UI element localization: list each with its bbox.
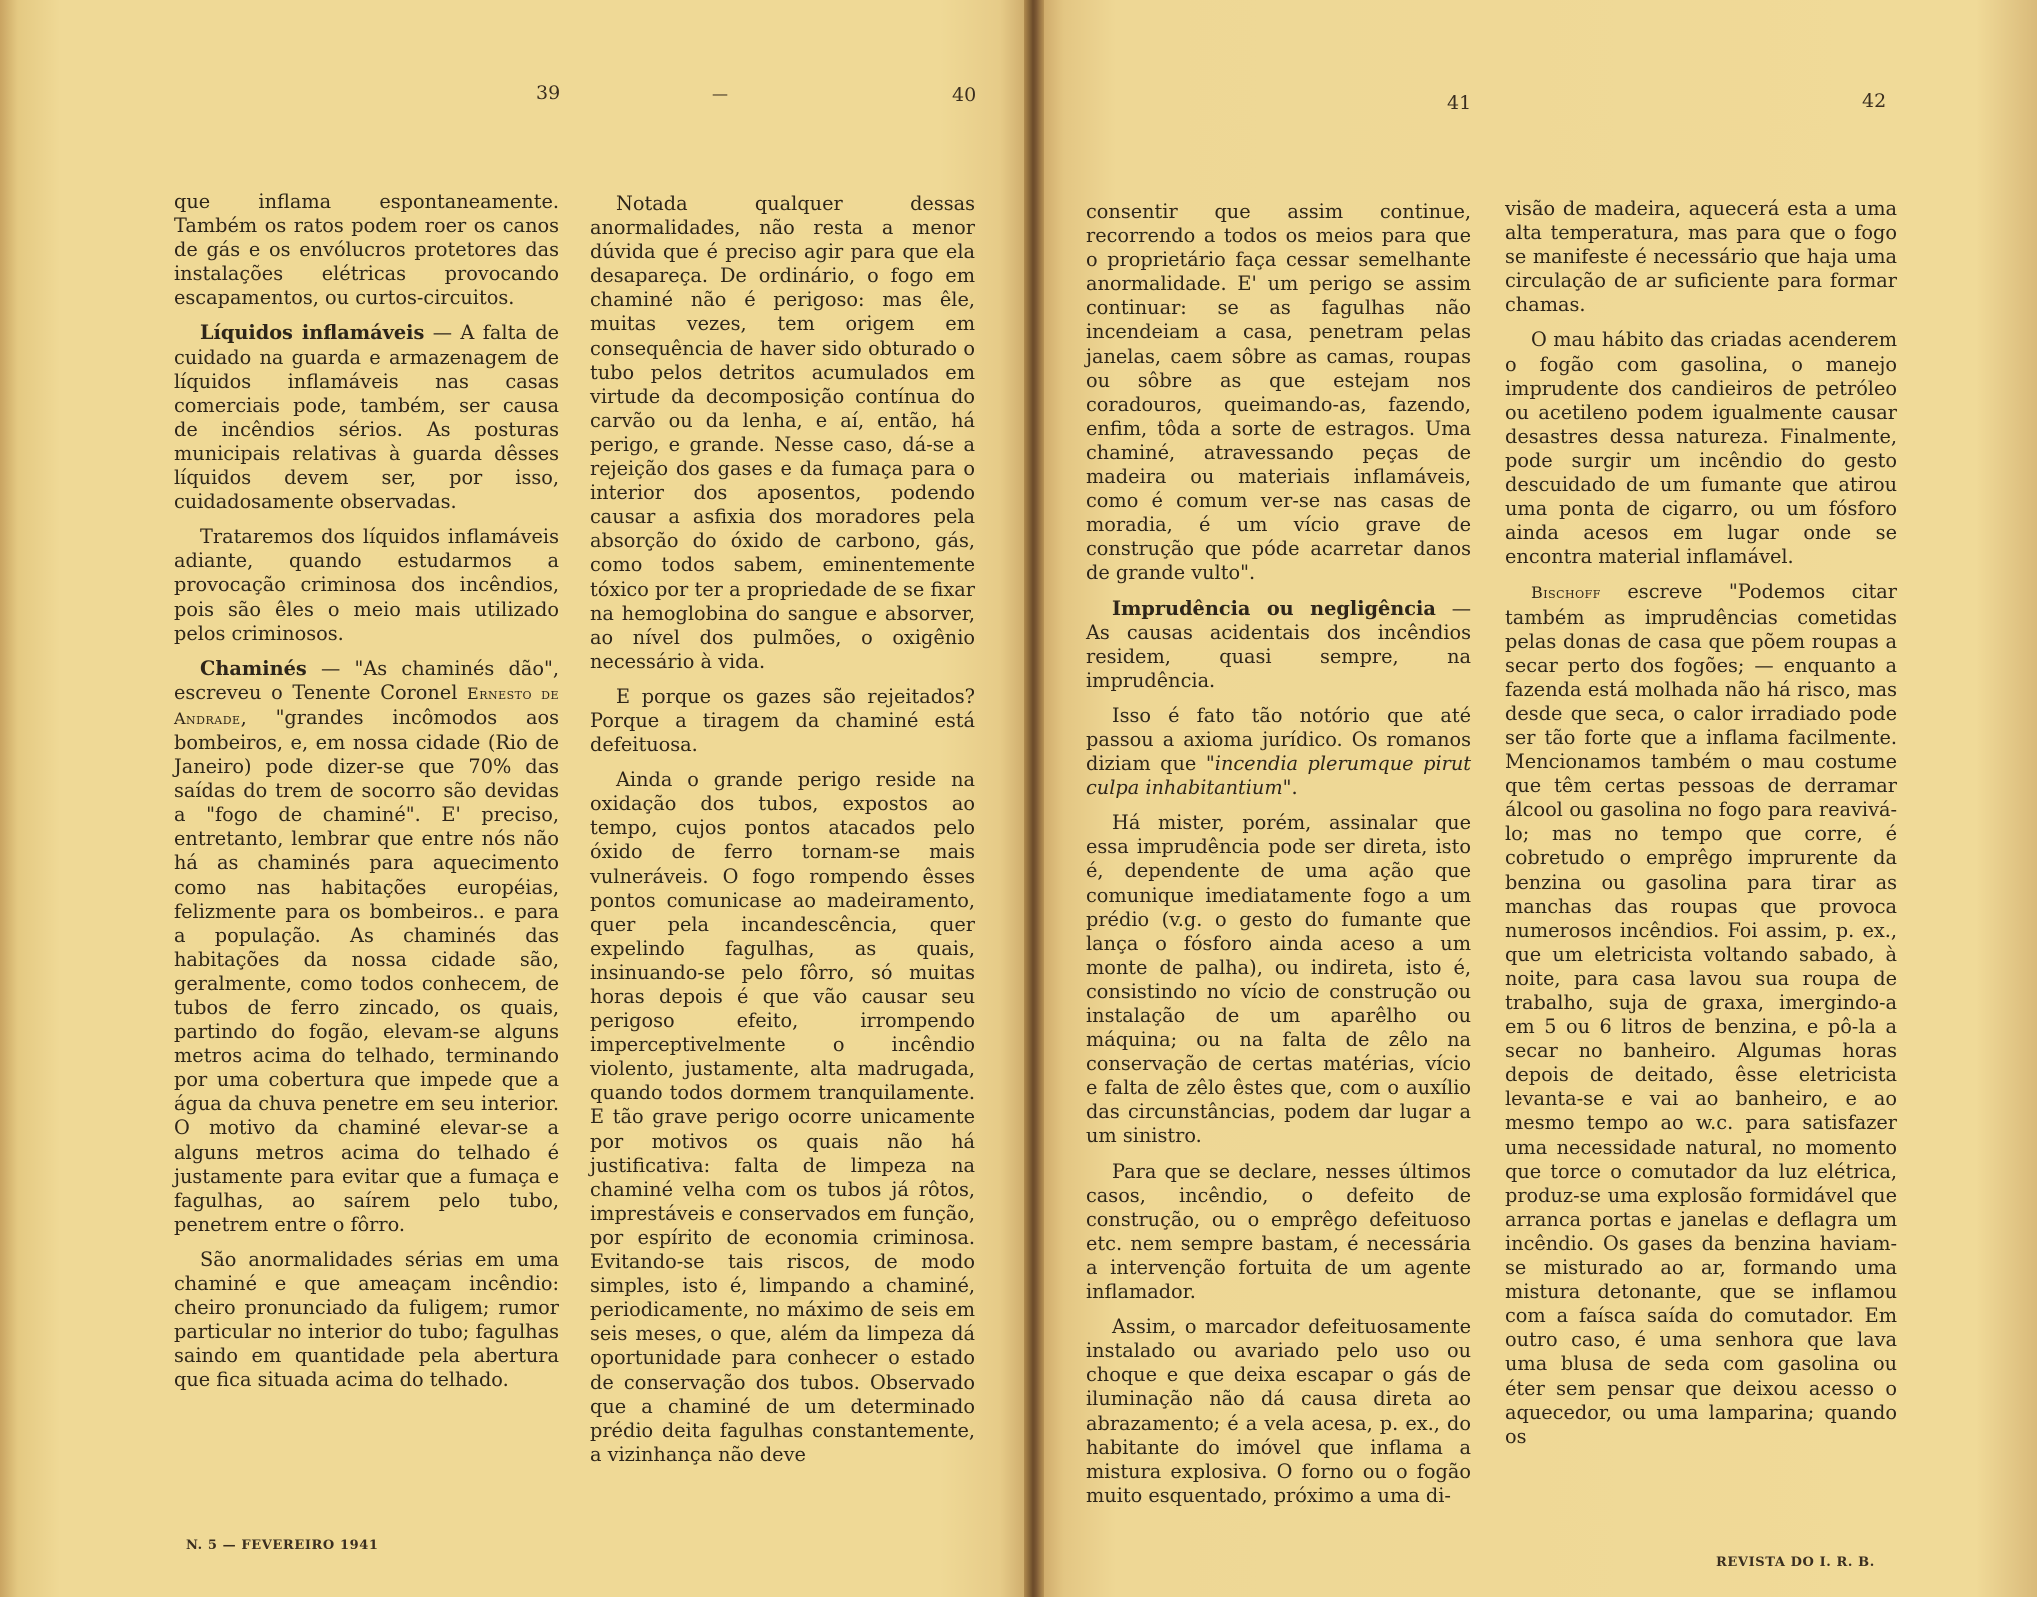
paragraph [1086, 704, 1471, 800]
paragraph-text: . [1291, 776, 1298, 800]
paragraph: visão de madeira, aquecerá esta a uma alta temperatura, mas para que o fogo se manifeste é necessário que haja uma circulação de ar suficiente para formar chamas. [1505, 197, 1897, 317]
column-page-42 [1505, 197, 1897, 1449]
page-number-41: 41 [1447, 92, 1472, 114]
page-number-40: 40 [952, 84, 977, 106]
paragraph [1505, 580, 1897, 1448]
paragraph-text: — "As chaminés dão", escreveu o Tenente Coronel [174, 656, 559, 704]
paragraph-text: — As causas acidentais dos incêndios residem, quasi sempre, na imprudência. [1086, 596, 1471, 692]
paragraph-text: , "grandes incômodos aos bombeiros, e, em nossa cidade (Rio de Janeiro) pode dizer-se que 70% das saídas do trem de socorro são devidas a "fogo de chaminé". E' preciso, entretanto, lembrar que entre nós não há as chaminés para aquecimento como nas habitações européias, felizmente para os bombeiros.. e para a população. As chaminés das habitações da nossa cidade são, geralmente, como todos conhecem, de tubos de ferro zincado, os quais, partindo do fogão, elevam-se alguns metros acima do telhado, terminando por uma cobertura que impede que a água da chuva penetre em seu interior. O motivo da chaminé elevar-se a alguns metros acima do telhado é justamente para evitar que a fumaça e fagulhas, ao saírem pelo tubo, penetrem entre o fôrro. [174, 705, 559, 1236]
paragraph: O mau hábito das criadas acenderem o fogão com gasolina, o manejo imprudente dos candieiros de petróleo ou acetileno podem igualmente causar desastres dessa natureza. Finalmente, pode surgir um incêndio do gesto descuidado de um fumante que atirou uma ponta de cigarro, ou um fósforo ainda acesos em lugar onde se encontra material inflamável. [1505, 328, 1897, 569]
page-number-42: 42 [1862, 90, 1887, 112]
author-name: Bischoff [1531, 583, 1601, 603]
dash-mark: — [712, 84, 728, 103]
section-heading: Chaminés [200, 656, 307, 680]
paragraph: Trataremos dos líquidos inflamáveis adiante, quando estudarmos a provocação criminosa dos incêndios, pois são êles o meio mais utilizado pelos criminosos. [174, 525, 559, 645]
paragraph [174, 657, 559, 1237]
paragraph-text: Isso é fato tão notório que até passou a axioma jurídico. Os romanos diziam que [1086, 703, 1471, 776]
column-page-41 [1086, 200, 1471, 1508]
paragraph: E porque os gazes são rejeitados? Porque a tiragem da chaminé está defeituosa. [590, 684, 975, 757]
paragraph: São anormalidades sérias em uma chaminé e que ameaçam incêndio: cheiro pronunciado da fuligem; rumor particular no interior do tubo; fagulhas saindo em quantidade pela abertura que fica situada acima do telhado. [174, 1247, 559, 1392]
column-page-40 [590, 192, 975, 1467]
author-name: Ernesto de Andrade [174, 683, 559, 728]
paragraph: consentir que assim continue, recorrendo a todos os meios para que o proprietário faça cessar semelhante anormalidade. E' um perigo se assim continuar: se as fagulhas não incendeiam a casa, penetram pelas janelas, caem sôbre as camas, roupas ou sôbre as que estejam nos coradouros, queimando-as, fazendo, enfim, tôda a sorte de estragos. Uma chaminé, atravessando peças de madeira ou materiais inflamáveis, como é comum ver-se nas casas de moradia, é um vício grave de construção que póde acarretar danos de grande vulto". [1086, 200, 1471, 585]
paragraph-text: — A falta de cuidado na guarda e armazenagem de líquidos inflamáveis nas casas comerciais pode, também, ser causa de incêndios sérios. As posturas municipais relativas à guarda dêsses líquidos devem ser, por isso, cuidadosamente observadas. [174, 321, 559, 514]
paragraph: Para que se declare, nesses últimos casos, incêndio, o defeito de construção, ou o emprêgo defeituoso etc. nem sempre bastam, é necessária a intervenção fortuita de um agente inflamador. [1086, 1159, 1471, 1304]
section-heading: Imprudência ou negligência [1112, 596, 1436, 620]
paragraph: Assim, o marcador defeituosamente instalado ou avariado pelo uso ou choque e que deixa escapar o gás de iluminação não dá causa direta ao abrazamento; é a vela acesa, p. ex., do habitante do imóvel que inflama a mistura explosiva. O forno ou o fogão muito esquentado, próximo a uma di- [1086, 1315, 1471, 1507]
paragraph [174, 321, 559, 514]
footer-journal-title: REVISTA DO I. R. B. [1716, 1555, 1875, 1570]
paragraph: Há mister, porém, assinalar que essa imprudência pode ser direta, isto é, dependente de uma ação que comunique imediatamente fogo a um prédio (v.g. o gesto do fumante que lança o fósforo ainda aceso a um monte de palha), ou indireta, isto é, consistindo no vício de construção ou instalação de um aparêlho ou máquina; ou na falta de zêlo na conservação de certas matérias, vício e falta de zêlo êstes que, com o auxílio das circunstâncias, podem dar lugar a um sinistro. [1086, 811, 1471, 1148]
column-page-39 [174, 190, 559, 1393]
paragraph: Notada qualquer dessas anormalidades, não resta a menor dúvida que é preciso agir para que ela desapareça. De ordinário, o fogo em chaminé não é perigoso: mas êle, muitas vezes, tem origem em consequência de haver sido obturado o tubo pelos detritos acumulados em virtude da decomposição contínua do carvão ou da lenha, e aí, então, há perigo, e grande. Nesse caso, dá-se a rejeição dos gases e da fumaça para o interior dos aposentos, podendo causar a asfixia dos moradores pela absorção do óxido de carbono, gás, como todos sabem, eminentemente tóxico por ter a propriedade de se fixar na hemoglobina do sangue e absorver, ao nível dos pulmões, o oxigênio necessário à vida. [590, 192, 975, 673]
book-gutter [1024, 0, 1044, 1597]
page-number-39: 39 [536, 82, 561, 104]
footer-issue-date: N. 5 — FEVEREIRO 1941 [186, 1538, 379, 1553]
paragraph [1086, 597, 1471, 693]
section-heading: Líquidos inflamáveis [200, 321, 425, 345]
paragraph: Ainda o grande perigo reside na oxidação dos tubos, expostos ao tempo, cujos pontos atacados pelo óxido de ferro tornam-se mais vulneráveis. O fogo rompendo êsses pontos comunicase ao madeiramento, quer pela incandescência, quer expelindo fagulhas, as quais, insinuando-se pelo fôrro, só muitas horas depois é que vão causar seu perigoso efeito, irrompendo imperceptivelmente o incêndio violento, justamente, alta madrugada, quando todos dormem tranquilamente. E tão grave perigo ocorre unicamente por motivos os quais não há justificativa: falta de limpeza na chaminé velha com os tubos já rôtos, imprestáveis e conservados em função, por espírito de economia criminosa. Evitando-se tais riscos, de modo simples, isto é, limpando a chaminé, periodicamente, no máximo de seis em seis meses, o que, além da limpeza dá oportunidade para conhecer o estado de conservação dos tubos. Observado que a chaminé de um determinado prédio deita fagulhas constantemente, a vizinhança não deve [590, 768, 975, 1466]
paragraph: que inflama espontaneamente. Também os ratos podem roer os canos de gás e os envólucros protetores das instalações elétricas provocando escapamentos, ou curtos-circuitos. [174, 190, 559, 310]
paragraph-text: escreve "Podemos citar também as imprudências cometidas pelas donas de casa que põem roupas a secar perto dos fogões; — enquanto a fazenda está molhada não há risco, mas desde que seca, o calor irradiado pode ser tão forte que a inflama facilmente. Mencionamos também o mau costume que têm certas pessoas de derramar álcool ou gasolina no fogo para reavivá-lo; mas no tempo que corre, é cobretudo o emprêgo imprurente da benzina ou gasolina para tirar as manchas das roupas que provoca numerosos incêndios. Foi assim, p. ex., que um eletricista voltando sabado, à noite, para casa lavou sua roupa de trabalho, suja de graxa, imergindo-a em 5 ou 6 litros de benzina, e pô-la a secar no banheiro. Algumas horas depois de deitado, êsse eletricista levanta-se e vai ao banheiro, e ao mesmo tempo ao w.c. para satisfazer uma necessidade natural, no momento que torce o comutador da luz elétrica, produz-se uma explosão formidável que arranca portas e janelas e deflagra um incêndio. Os gases da benzina haviam-se misturado ao ar, formando uma mistura detonante, que se inflamou com a faísca saída do comutador. Em outro caso, é uma senhora que lava uma blusa de seda com gasolina ou éter sem pensar que deixou acesso o aquecedor, ou uma lamparina; quando os [1505, 580, 1897, 1448]
latin-quote: "incendia plerumque pirut culpa inhabitantium" [1086, 752, 1472, 800]
